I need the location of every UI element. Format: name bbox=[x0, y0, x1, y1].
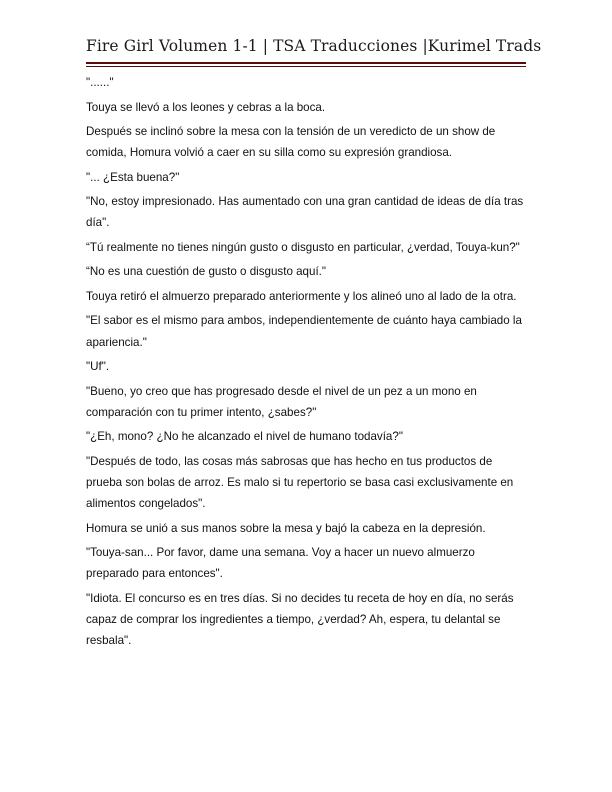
paragraph: "Touya-san... Por favor, dame una semana. Voy a hacer un nuevo almuerzo preparado para entonces". bbox=[86, 546, 475, 581]
paragraph: "......" bbox=[86, 76, 114, 89]
header-title: Fire Girl Volumen 1-1 | TSA Traducciones |Kurimel Trads bbox=[86, 37, 542, 55]
paragraph: "No, estoy impresionado. Has aumentado con una gran cantidad de ideas de día tras día". bbox=[86, 195, 524, 230]
page-header bbox=[86, 36, 542, 67]
paragraph: Homura se unió a sus manos sobre la mesa y bajó la cabeza en la depresión. bbox=[86, 521, 486, 535]
document-body bbox=[86, 72, 526, 655]
paragraph: “No es una cuestión de gusto o disgusto aquí." bbox=[86, 265, 327, 279]
paragraph: Touya se llevó a los leones y cebras a la boca. bbox=[86, 100, 326, 114]
header-divider bbox=[86, 62, 526, 67]
paragraph: "Bueno, yo creo que has progresado desde el nivel de un pez a un mono en comparación con tu primer intento, ¿sabes?" bbox=[86, 384, 477, 419]
paragraph: Después se inclinó sobre la mesa con la tensión de un veredicto de un show de comida, Homura volvió a caer en su silla como su expresión grandiosa. bbox=[86, 125, 496, 160]
paragraph: "Uf". bbox=[86, 360, 110, 374]
paragraph: "Después de todo, las cosas más sabrosas que has hecho en tus productos de prueba son bolas de arroz. Es malo si tu repertorio se basa casi exclusivamente en alimentos congelados". bbox=[86, 454, 514, 511]
paragraph: Touya retiró el almuerzo preparado anteriormente y los alineó uno al lado de la otra. bbox=[86, 289, 517, 303]
paragraph: "El sabor es el mismo para ambos, independientemente de cuánto haya cambiado la apariencia." bbox=[86, 314, 522, 349]
paragraph: “Tú realmente no tienes ningún gusto o disgusto en particular, ¿verdad, Touya-kun?" bbox=[86, 240, 520, 254]
paragraph: "... ¿Esta buena?" bbox=[86, 170, 180, 184]
paragraph: "¿Eh, mono? ¿No he alcanzado el nivel de humano todavía?" bbox=[86, 430, 403, 444]
paragraph: "Idiota. El concurso es en tres días. Si no decides tu receta de hoy en día, no serás capaz de comprar los ingredientes a tiempo, ¿verdad? Ah, espera, tu delantal se resbala". bbox=[86, 591, 514, 648]
